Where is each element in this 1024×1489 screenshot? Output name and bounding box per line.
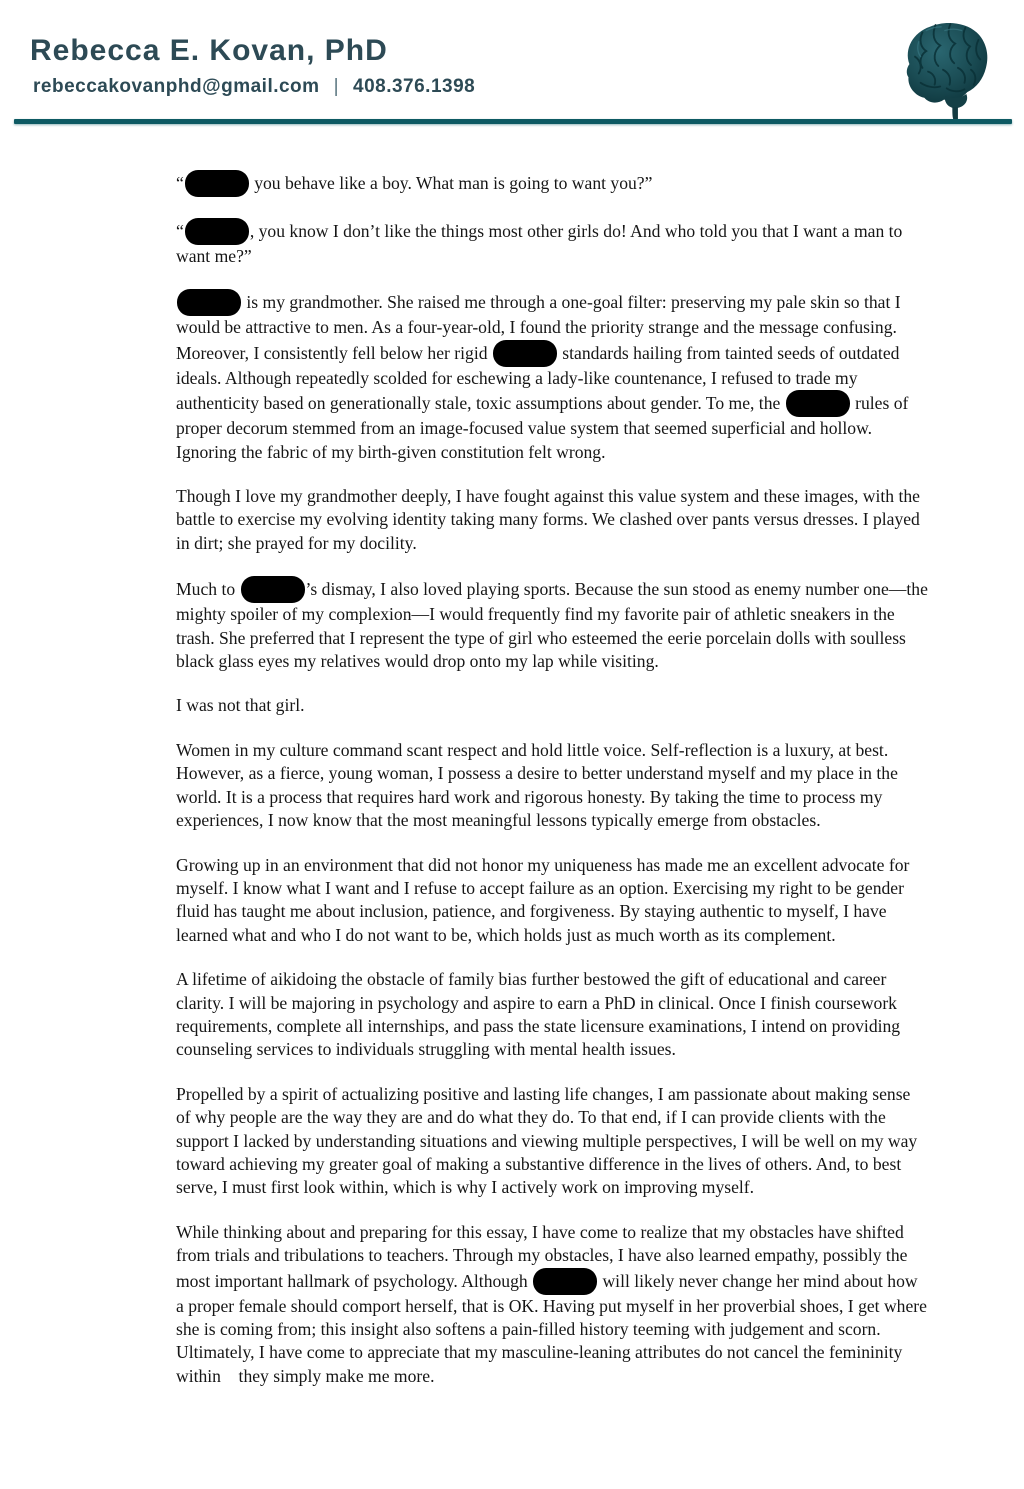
author-name: Rebecca E. Kovan, PhD: [30, 34, 388, 67]
essay-paragraph: is my grandmother. She raised me through a one-goal filter: preserving my pale skin so that I would be attractive to men. As a four-year-old, I found the priority strange and the message confusing. Moreover, I consistently fell below her rigid standards hailing from tainted seeds of outdated ideals. Although repeatedly scolded for eschewing a lady-like countenance, I refused to trade my authenticity based on generationally stale, toxic assumptions about gender. To me, the rules of proper decorum stemmed from an image-focused value system that seemed superficial and hollow. Ignoring the fabric of my birth-given constitution felt wrong.: [176, 289, 928, 464]
essay-paragraph: A lifetime of aikidoing the obstacle of family bias further bestowed the gift of educational and career clarity. I will be majoring in psychology and aspire to earn a PhD in clinical. Once I finish coursework requirements, complete all internships, and pass the state licensure examinations, I intend on providing counseling services to individuals struggling with mental health issues.: [176, 969, 905, 1060]
header-divider: [14, 119, 1012, 124]
redaction-box: [533, 1268, 597, 1295]
email-address[interactable]: rebeccakovanphd@gmail.com: [33, 76, 320, 97]
essay-paragraph: Women in my culture command scant respect and hold little voice. Self-reflection is a luxury, at best. However, as a fierce, young woman, I possess a desire to better understand myself and my place in the world. It is a process that requires hard work and rigorous honesty. By taking the time to process my experiences, I now know that the most meaningful lessons typically emerge from obstacles.: [176, 739, 903, 831]
essay-paragraph: “ , you know I don’t like the things most other girls do! And who told you that I want a man to want me?”: [176, 218, 928, 268]
essay-paragraph: Propelled by a spirit of actualizing positive and lasting life changes, I am passionate about making sense of why people are the way they are and do what they do. To that end, if I can provide clients with the support I lacked by understanding situations and viewing multiple perspectives, I will be well on my way toward achieving my greater goal of making a substantive difference in the lives of others. And, to best serve, I must first look within, which is why I actively work on improving myself.: [176, 1083, 922, 1198]
essay-paragraph: “ you behave like a boy. What man is going to want you?”: [176, 170, 928, 197]
brain-icon: [884, 10, 1002, 122]
redaction-box: [786, 390, 850, 417]
essay-paragraph: Growing up in an environment that did not honor my uniqueness has made me an excellent advocate for myself. I know what I want and I refuse to accept failure as an option. Exercising my right to be gender fluid has taught me about inclusion, patience, and forgiveness. By staying authentic to myself, I have learned what and who I do not want to be, which holds just as much worth as its complement.: [176, 854, 914, 945]
redaction-box: [493, 340, 557, 367]
contact-line: [33, 76, 475, 98]
redaction-box: [177, 289, 241, 316]
redaction-box: [185, 218, 249, 245]
redaction-box: [241, 576, 305, 603]
essay-body: [0, 126, 1024, 1428]
phone-number: 408.376.1398: [353, 76, 476, 97]
letterhead: [0, 0, 1024, 126]
contact-separator: |: [333, 76, 339, 97]
redaction-box: [185, 170, 249, 197]
essay-paragraph: I was not that girl.: [176, 695, 305, 716]
essay-paragraph: Much to ’s dismay, I also loved playing sports. Because the sun stood as enemy number one—the mighty spoiler of my complexion—I would frequently find my favorite pair of athletic sneakers in the trash. She preferred that I represent the type of girl who esteemed the eerie porcelain dolls with soulless black glass eyes my relatives would drop onto my lap while visiting.: [176, 576, 928, 673]
essay-paragraph: Though I love my grandmother deeply, I have fought against this value system and these images, with the battle to exercise my evolving identity taking many forms. We clashed over pants versus dresses. I played in dirt; she prayed for my docility.: [176, 486, 925, 553]
essay-paragraph: While thinking about and preparing for this essay, I have come to realize that my obstacles have shifted from trials and tribulations to teachers. Through my obstacles, I have also learned empathy, possibly the most important hallmark of psychology. Although will likely never change her mind about how a proper female should comport herself, that is OK. Having put myself in her proverbial shoes, I get where she is coming from; this insight also softens a pain-filled history teeming with judgement and scorn. Ultimately, I have come to appreciate that my masculine-leaning attributes do not cancel the femininity within they simply make me more.: [176, 1221, 932, 1386]
